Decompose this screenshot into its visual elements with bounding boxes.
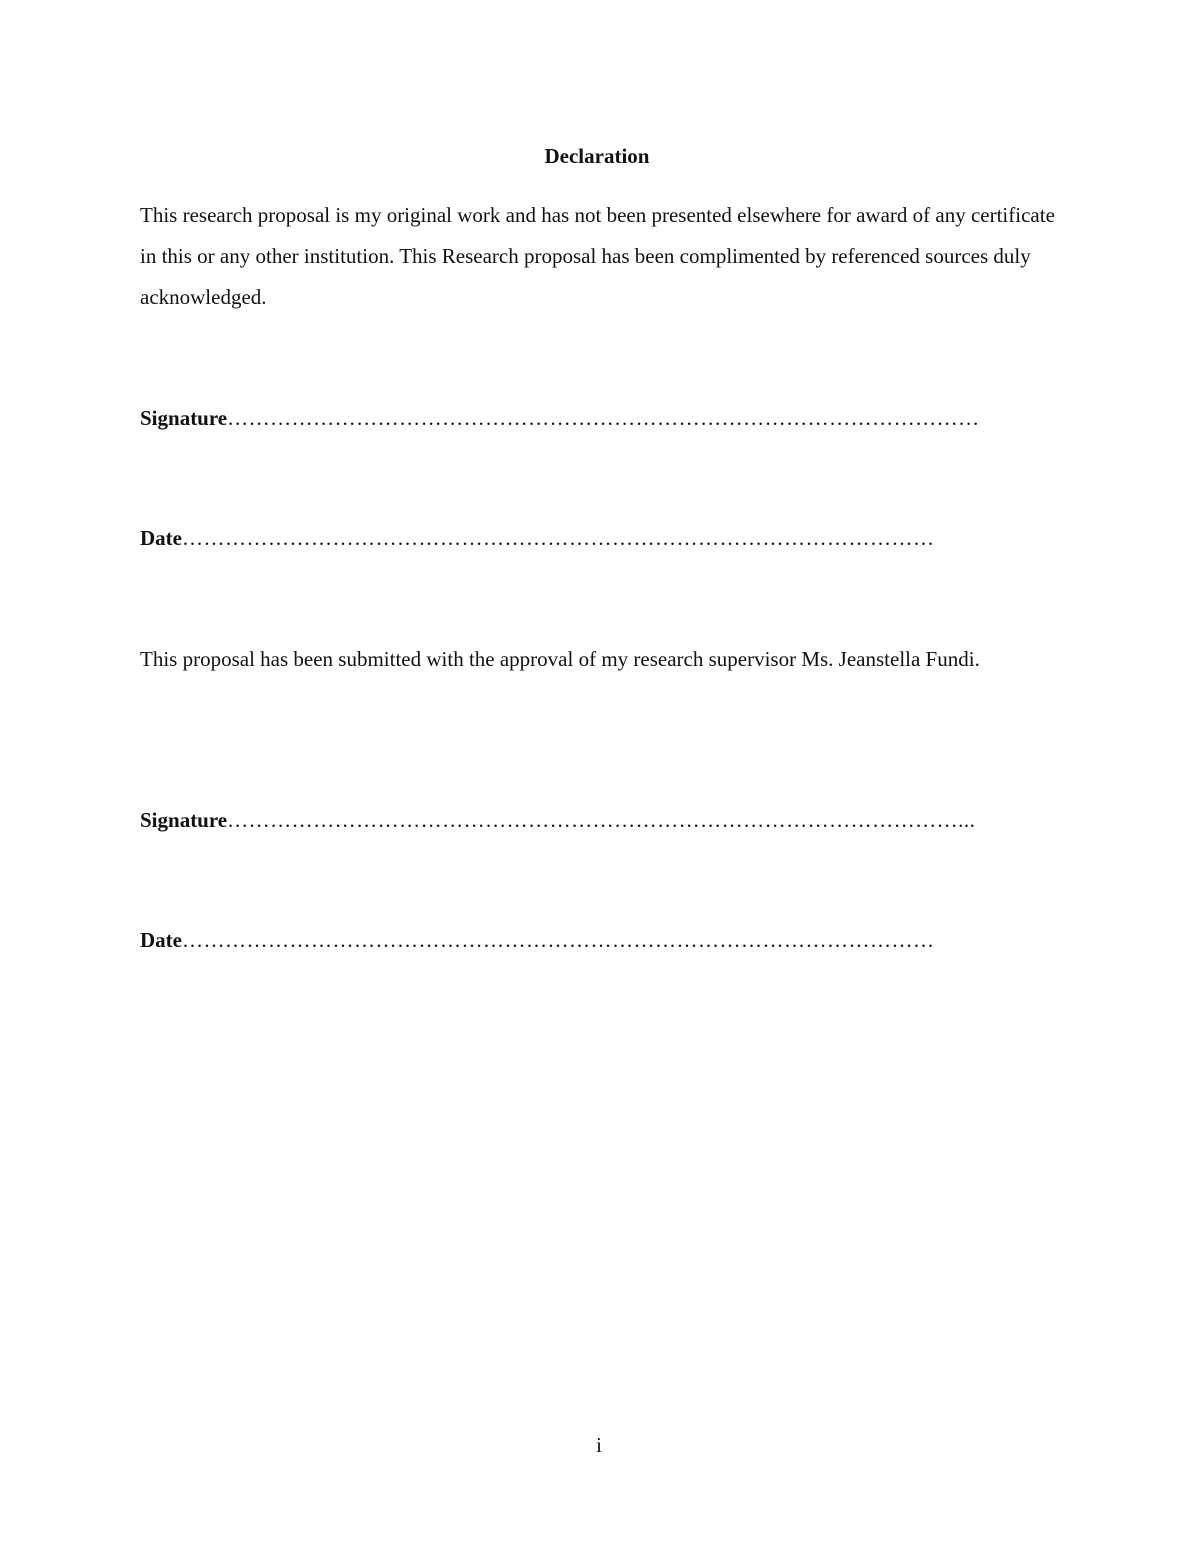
supervisor-approval-paragraph: This proposal has been submitted with the approval of my research supervisor Ms. Jeanstella Fundi. [140, 647, 980, 671]
page-title: Declaration [544, 144, 650, 168]
page-number: i [596, 1433, 602, 1457]
signature-label: Signature [140, 808, 228, 832]
date-label: Date [140, 526, 182, 550]
signature-dots: …………………………………………………………………………………………… [227, 406, 980, 430]
student-date-line [140, 523, 1070, 553]
signature-label: Signature [140, 406, 228, 430]
student-signature-line [140, 403, 1070, 433]
supervisor-date-line [140, 925, 1070, 955]
date-label: Date [140, 928, 182, 952]
date-dots: …………………………………………………………………………………………… [181, 526, 935, 550]
supervisor-signature-line [140, 805, 1070, 835]
signature-dots: …………………………………………………………………………………………... [227, 808, 976, 832]
declaration-paragraph: This research proposal is my original work and has not been presented elsewhere for award of any certificate in this or any other institution. This Research proposal has been complimented by referenced sources duly acknowledged. [140, 203, 1055, 309]
date-dots: …………………………………………………………………………………………… [181, 928, 935, 952]
